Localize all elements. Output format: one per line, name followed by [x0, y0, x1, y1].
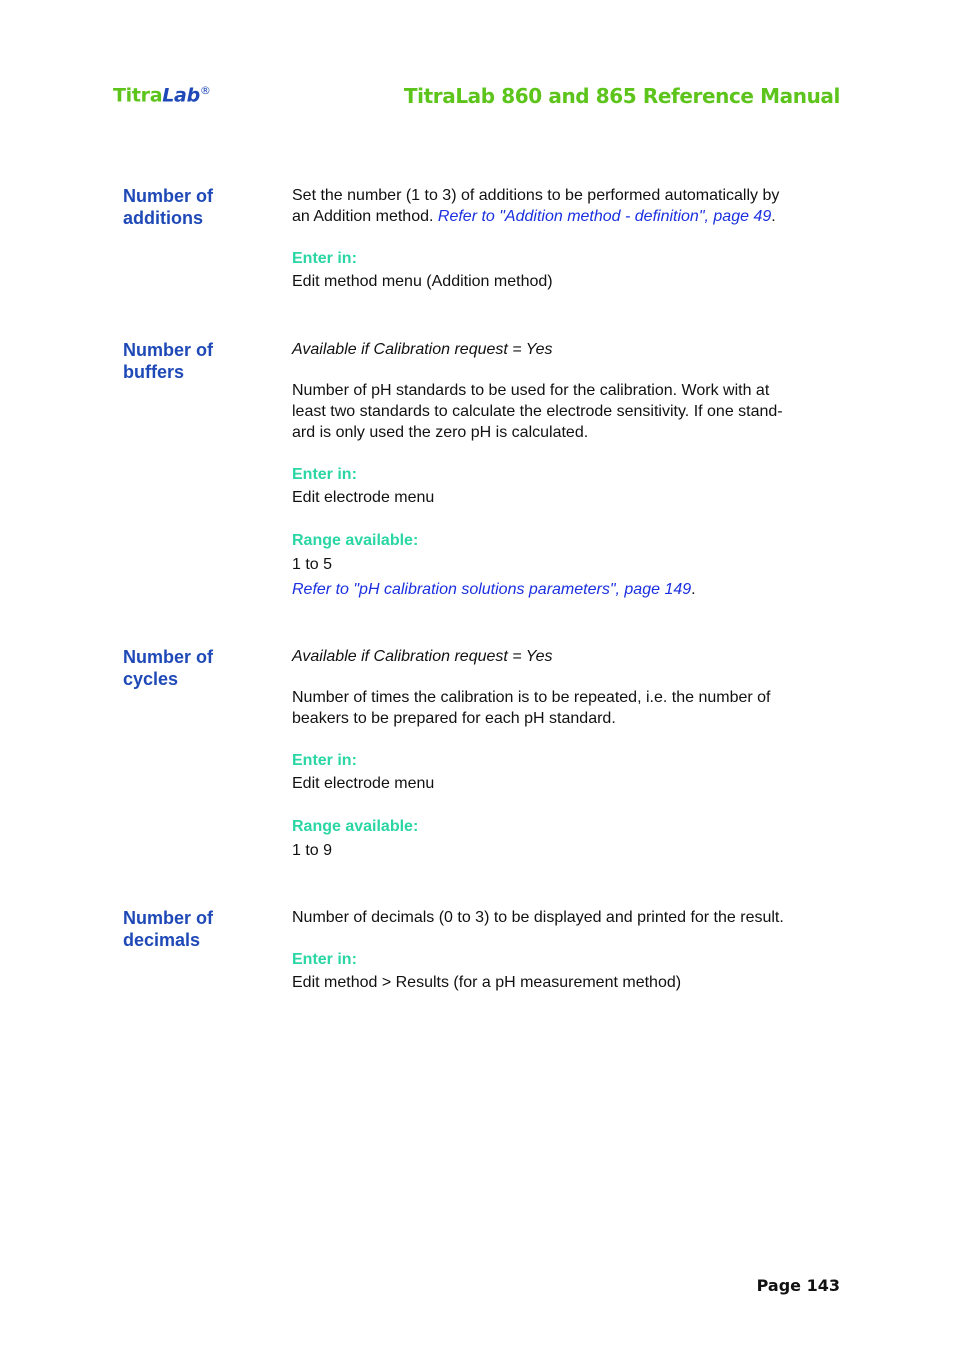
description-line: Number of times the calibration is to be repeated, i.e. the number of	[292, 689, 771, 706]
logo-titra: Titra	[113, 84, 163, 107]
page-number: Page 143	[756, 1276, 840, 1295]
manual-title: TitraLab 860 and 865 Reference Manual	[403, 84, 840, 108]
term-line: additions	[123, 208, 203, 228]
cross-reference-link[interactable]: Refer to "Addition method - definition", page 49	[437, 208, 772, 225]
description-line: least two standards to calculate the electrode sensitivity. If one stand-	[292, 403, 783, 420]
range-available-heading: Range available:	[292, 818, 419, 835]
definition-body	[292, 907, 840, 994]
term-line: cycles	[123, 669, 179, 689]
term-line: Number of	[123, 647, 213, 667]
enter-in-heading: Enter in:	[292, 752, 357, 769]
definition-body	[292, 646, 840, 863]
term-line: buffers	[123, 362, 185, 382]
description-line: ard is only used the zero pH is calculated.	[292, 424, 589, 441]
enter-in-heading: Enter in:	[292, 951, 357, 968]
term-heading	[123, 646, 273, 690]
description-line: beakers to be prepared for each pH standard.	[292, 710, 616, 727]
term-line: Number of	[123, 908, 213, 928]
range-available-heading: Range available:	[292, 532, 419, 549]
availability-condition: Available if Calibration request = Yes	[292, 648, 553, 665]
description-line: Number of pH standards to be used for the calibration. Work with at	[292, 382, 770, 399]
enter-in-value: Edit electrode menu	[292, 775, 435, 792]
description-line: Number of decimals (0 to 3) to be displayed and printed for the result.	[292, 909, 784, 926]
cross-reference-link[interactable]: Refer to "pH calibration solutions parameters", page 149	[292, 581, 692, 598]
punctuation: .	[691, 581, 696, 598]
range-available-value: 1 to 9	[292, 842, 333, 859]
reference-line	[292, 577, 840, 602]
term-heading	[123, 907, 273, 951]
description-line: Set the number (1 to 3) of additions to be performed automatically by	[292, 187, 780, 204]
enter-in-heading: Enter in:	[292, 466, 357, 483]
term-line: decimals	[123, 930, 201, 950]
term-heading	[123, 185, 273, 229]
logo-lab: Lab	[162, 84, 200, 107]
range-available-value: 1 to 5	[292, 556, 333, 573]
enter-in-value: Edit electrode menu	[292, 489, 435, 506]
term-heading	[123, 339, 273, 383]
enter-in-heading: Enter in:	[292, 250, 357, 267]
titralab-logo	[113, 84, 211, 106]
term-line: Number of	[123, 340, 213, 360]
availability-condition: Available if Calibration request = Yes	[292, 341, 553, 358]
enter-in-value: Edit method menu (Addition method)	[292, 273, 553, 290]
definition-body	[292, 185, 840, 293]
logo-registered-mark: ®	[199, 84, 211, 97]
description-line	[292, 206, 840, 227]
punctuation: .	[771, 208, 776, 225]
description-text: an Addition method.	[292, 208, 438, 225]
definition-body	[292, 339, 840, 602]
term-line: Number of	[123, 186, 213, 206]
enter-in-value: Edit method > Results (for a pH measurement method)	[292, 974, 682, 991]
